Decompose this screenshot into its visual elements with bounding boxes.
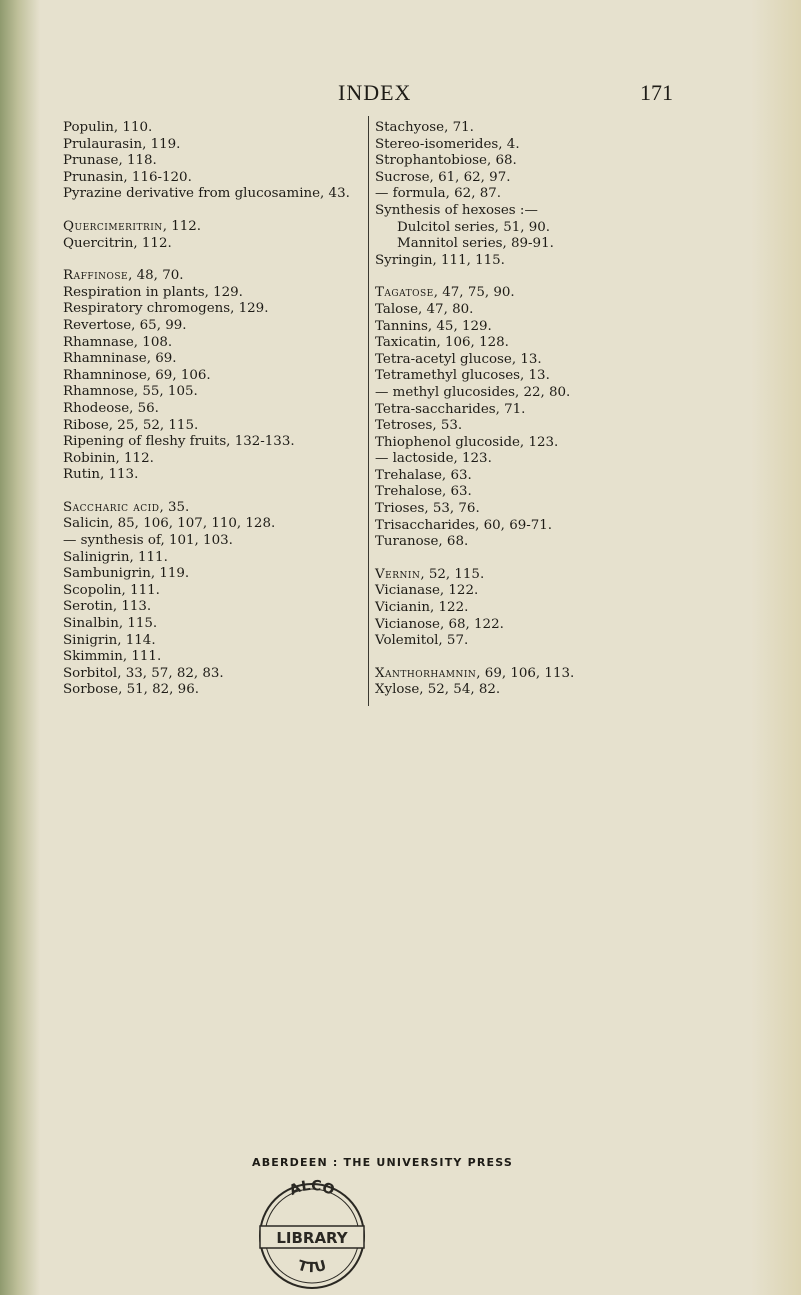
- index-entry: Taxicatin, 106, 128.: [375, 335, 509, 351]
- index-entry: Trioses, 53, 76.: [375, 501, 480, 517]
- index-entry: Salinigrin, 111.: [63, 549, 168, 565]
- index-entry: Prunasin, 116-120.: [63, 169, 192, 185]
- index-entry: Respiratory chromogens, 129.: [63, 301, 269, 317]
- index-entry: Salicin, 85, 106, 107, 110, 128.: [63, 516, 276, 532]
- index-entry: Tetra-acetyl glucose, 13.: [375, 351, 542, 367]
- index-entry: Respiration in plants, 129.: [63, 284, 243, 300]
- section-head-word: Xanthorhamnin: [375, 665, 477, 681]
- index-entry: Synthesis of hexoses :—: [375, 202, 538, 218]
- section-gap: [63, 252, 393, 268]
- index-entry: Scopolin, 111.: [63, 582, 160, 598]
- page-right-shadow: [751, 0, 801, 1295]
- index-entry: — lactoside, 123.: [375, 451, 492, 467]
- index-entry: Prulaurasin, 119.: [63, 136, 181, 152]
- index-entry: Vicianin, 122.: [375, 600, 469, 616]
- section-gap: [375, 650, 705, 666]
- entry-pages: , 52, 115.: [420, 566, 485, 582]
- index-entry: Revertose, 65, 99.: [63, 317, 187, 333]
- index-entry: [63, 268, 393, 285]
- index-entry: Tetroses, 53.: [375, 418, 463, 434]
- index-entry: Thiophenol glucoside, 123.: [375, 434, 559, 450]
- index-entry: [63, 219, 393, 236]
- index-entry: Tannins, 45, 129.: [375, 318, 492, 334]
- section-gap: [375, 269, 705, 285]
- section-head-word: Vernin: [375, 566, 421, 582]
- index-entry: Mannitol series, 89-91.: [397, 236, 554, 252]
- index-entry: Prunase, 118.: [63, 153, 157, 169]
- index-entry: — synthesis of, 101, 103.: [63, 533, 233, 549]
- entry-pages: , 35.: [159, 499, 190, 515]
- section-gap: [63, 484, 393, 500]
- index-entry: Ripening of fleshy fruits, 132-133.: [63, 434, 295, 450]
- entry-pages: , 69, 106, 113.: [476, 665, 575, 681]
- index-entry: Ribose, 25, 52, 115.: [63, 417, 199, 433]
- page-number: 171: [640, 80, 673, 105]
- index-entry: Trisaccharides, 60, 69-71.: [375, 517, 553, 533]
- index-entry: Trehalase, 63.: [375, 467, 472, 483]
- index-entry: Skimmin, 111.: [63, 649, 162, 665]
- index-entry: Pyrazine derivative from glucosamine, 43.: [63, 186, 350, 202]
- index-entry: Sinalbin, 115.: [63, 616, 158, 632]
- index-entry: Vicianose, 68, 122.: [375, 616, 504, 632]
- index-entry: Rhamnose, 55, 105.: [63, 384, 198, 400]
- index-entry: Sorbitol, 33, 57, 82, 83.: [63, 665, 224, 681]
- entry-pages: , 47, 75, 90.: [433, 285, 515, 301]
- index-entry: Rutin, 113.: [63, 467, 139, 483]
- entry-pages: , 112.: [162, 218, 202, 234]
- page-title: INDEX: [338, 80, 412, 105]
- stamp-bottom-text: TTU: [295, 1257, 329, 1277]
- index-entry: Quercitrin, 112.: [63, 235, 172, 251]
- index-entry: Sorbose, 51, 82, 96.: [63, 682, 199, 698]
- press-imprint: ABERDEEN : THE UNIVERSITY PRESS: [252, 1156, 513, 1169]
- index-entry: Volemitol, 57.: [375, 633, 469, 649]
- index-entry: Serotin, 113.: [63, 599, 152, 615]
- index-entry: — formula, 62, 87.: [375, 186, 502, 202]
- index-entry: Sambunigrin, 119.: [63, 566, 190, 582]
- page-left-shadow: [0, 0, 40, 1295]
- index-entry: Trehalose, 63.: [375, 484, 472, 500]
- section-gap: [63, 203, 393, 219]
- index-entry: [63, 500, 393, 517]
- section-head-word: Raffinose: [63, 268, 129, 284]
- index-entry: Strophantobiose, 68.: [375, 153, 517, 169]
- index-entry: Rhamninose, 69, 106.: [63, 367, 211, 383]
- index-column-right: [368, 116, 705, 706]
- index-entry: Dulcitol series, 51, 90.: [397, 219, 551, 235]
- index-entry: Rhamnase, 108.: [63, 334, 173, 350]
- index-entry: [375, 285, 705, 302]
- index-entry: Tetramethyl glucoses, 13.: [375, 368, 550, 384]
- page-header: [0, 80, 801, 110]
- index-entry: Tetra-saccharides, 71.: [375, 401, 526, 417]
- index-entry: Rhodeose, 56.: [63, 400, 159, 416]
- index-entry: Vicianase, 122.: [375, 583, 479, 599]
- index-entry: Turanose, 68.: [375, 534, 469, 550]
- stamp-top-text: ALCO: [287, 1177, 337, 1199]
- library-stamp: [252, 1176, 372, 1291]
- stamp-middle-text: LIBRARY: [276, 1229, 348, 1247]
- section-head-word: Tagatose: [375, 285, 434, 301]
- section-head-word: Saccharic acid: [63, 499, 160, 515]
- index-column-left: [63, 120, 393, 699]
- index-entry: Syringin, 111, 115.: [375, 252, 505, 268]
- index-entry: Talose, 47, 80.: [375, 301, 474, 317]
- index-entry: Sinigrin, 114.: [63, 632, 156, 648]
- index-entry: [375, 567, 705, 584]
- index-entry: Stereo-isomerides, 4.: [375, 136, 520, 152]
- index-entry: — methyl glucosides, 22, 80.: [375, 384, 571, 400]
- index-entry: Populin, 110.: [63, 120, 153, 135]
- index-entry: [375, 666, 705, 683]
- index-entry: Xylose, 52, 54, 82.: [375, 682, 501, 698]
- index-entry: Rhamninase, 69.: [63, 351, 177, 367]
- entry-pages: , 48, 70.: [128, 268, 184, 284]
- section-gap: [375, 551, 705, 567]
- index-entry: Stachyose, 71.: [375, 120, 474, 135]
- index-entry: Sucrose, 61, 62, 97.: [375, 169, 511, 185]
- section-head-word: Quercimeritrin: [63, 218, 163, 234]
- index-entry: Robinin, 112.: [63, 450, 154, 466]
